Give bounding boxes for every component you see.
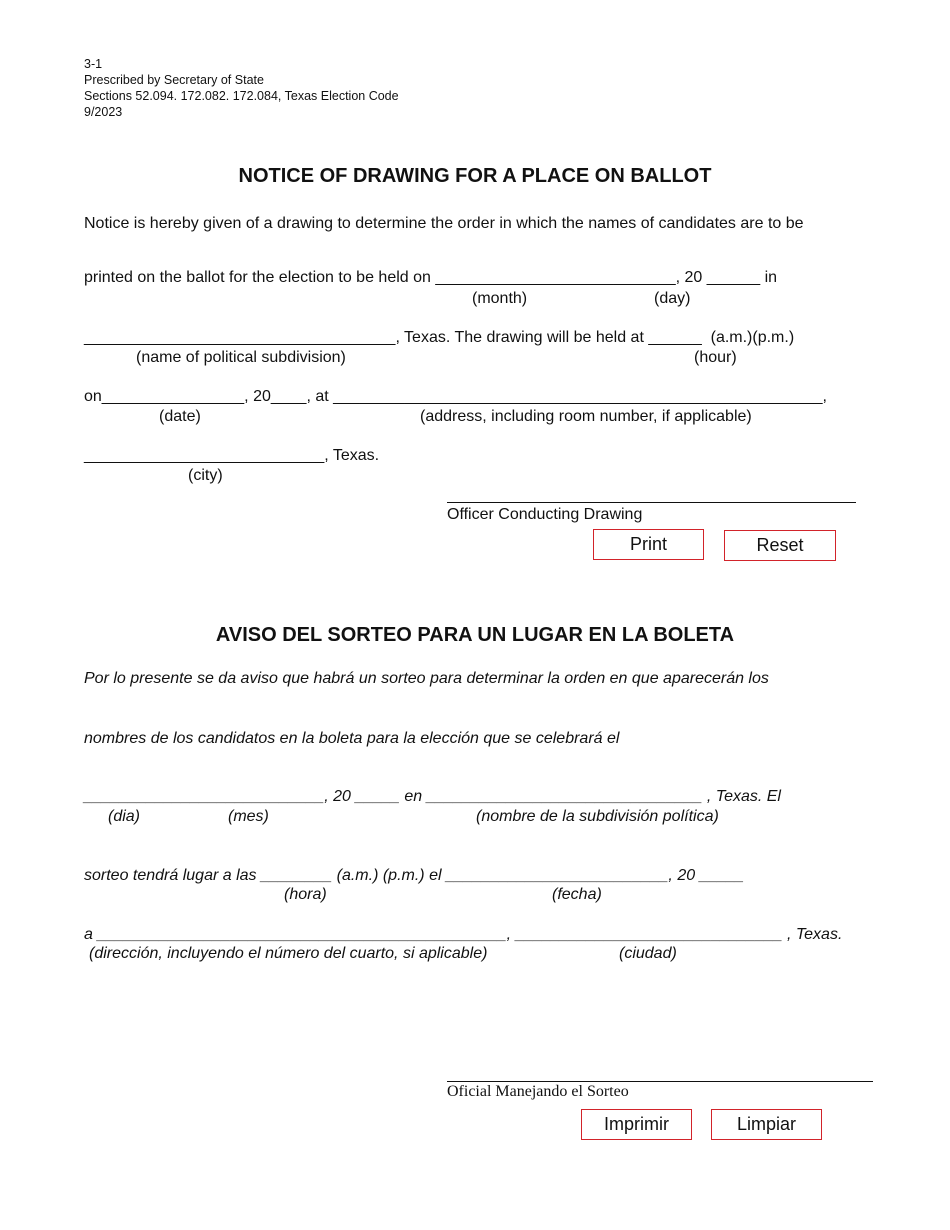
label-fecha: (fecha)	[552, 886, 602, 903]
code-sections: Sections 52.094. 172.082. 172.084, Texas Election Code	[84, 89, 399, 103]
form-number: 3-1	[84, 57, 103, 71]
spanish-line-4: sorteo tendrá lugar a las ________ (a.m.) (p.m.) el _________________________, 20 _____	[84, 867, 745, 884]
spanish-line-5: a ______________________________________________, ______________________________ , Texas.	[84, 926, 843, 943]
english-title: NOTICE OF DRAWING FOR A PLACE ON BALLOT	[238, 165, 712, 187]
english-line-3: ___________________________________, Texas. The drawing will be held at ______ (a.m.)(p.m.)	[84, 329, 795, 346]
label-subdivision-politica: (nombre de la subdivisión política)	[476, 808, 719, 825]
label-hour: (hour)	[694, 349, 737, 366]
english-line-5: ___________________________, Texas.	[84, 447, 380, 464]
label-month: (month)	[472, 290, 528, 307]
label-direccion: (dirección, incluyendo el número del cuarto, si aplicable)	[89, 945, 488, 962]
oficial-signature-line	[447, 1081, 873, 1082]
english-line-1: Notice is hereby given of a drawing to determine the order in which the names of candidates are to be	[84, 215, 804, 232]
imprimir-button[interactable]: Imprimir	[581, 1109, 692, 1140]
label-day: (day)	[654, 290, 691, 307]
limpiar-button[interactable]: Limpiar	[711, 1109, 822, 1140]
spanish-line-2: nombres de los candidatos en la boleta para la elección que se celebrará el	[84, 730, 620, 747]
label-political-subdivision: (name of political subdivision)	[136, 349, 346, 366]
print-button[interactable]: Print	[593, 529, 704, 560]
reset-button[interactable]: Reset	[724, 530, 836, 561]
label-ciudad: (ciudad)	[619, 945, 677, 962]
form-date: 9/2023	[84, 105, 123, 119]
label-dia: (dia)	[108, 808, 141, 825]
spanish-title: AVISO DEL SORTEO PARA UN LUGAR EN LA BOLETA	[215, 624, 735, 646]
english-line-4: on________________, 20____, at _______________________________________________________,	[84, 388, 827, 405]
officer-label: Officer Conducting Drawing	[447, 506, 643, 523]
label-city: (city)	[188, 467, 223, 484]
oficial-label: Oficial Manejando el Sorteo	[447, 1083, 629, 1100]
label-mes: (mes)	[228, 808, 269, 825]
label-hora: (hora)	[284, 886, 327, 903]
officer-signature-line	[447, 502, 856, 503]
english-line-2: printed on the ballot for the election to be held on ___________________________, 20 ______ in	[84, 269, 778, 286]
label-date: (date)	[159, 408, 201, 425]
spanish-line-1: Por lo presente se da aviso que habrá un sorteo para determinar la orden en que aparecerán los	[84, 670, 769, 687]
prescribed-by: Prescribed by Secretary of State	[84, 73, 264, 87]
spanish-line-3: ___________________________, 20 _____ en _______________________________ , Texas. El	[84, 788, 781, 805]
label-address: (address, including room number, if applicable)	[420, 408, 752, 425]
